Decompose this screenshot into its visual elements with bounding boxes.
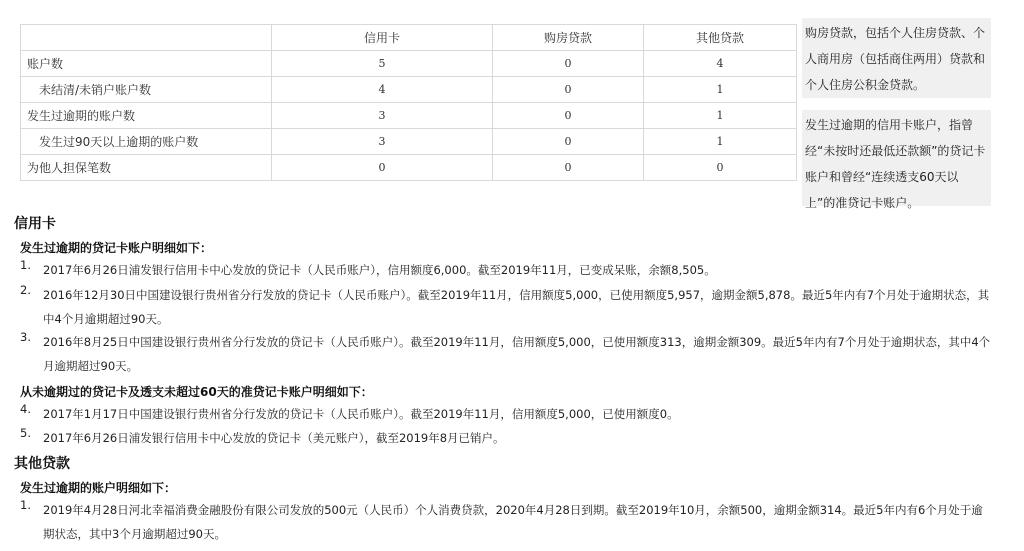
cell-value: 0 xyxy=(493,77,644,103)
header-other-loan: 其他贷款 xyxy=(644,25,797,51)
row-label: 为他人担保笔数 xyxy=(21,155,272,181)
cell-value: 1 xyxy=(644,77,797,103)
cell-value: 0 xyxy=(493,51,644,77)
cell-value: 4 xyxy=(644,51,797,77)
table-row xyxy=(21,129,797,155)
housing-loan-note: 购房贷款，包括个人住房贷款、个人商用房（包括商住两用）贷款和个人住房公积金贷款。 xyxy=(802,18,991,98)
table-row xyxy=(21,103,797,129)
item-text: 2016年8月25日中国建设银行贵州省分行发放的贷记卡（人民币账户）。截至2019年11月，信用额度5,000，已使用额度313，逾期金额309。最近5年内有7个月处于逾期状态，其中4个月逾期超过90天。 xyxy=(43,335,991,373)
item-number: 4. xyxy=(20,402,31,416)
other-loans-overdue-title: 发生过逾期的账户明细如下： xyxy=(20,481,177,495)
cell-value: 3 xyxy=(272,129,493,155)
row-label: 账户数 xyxy=(21,51,272,77)
item-text: 2017年6月26日浦发银行信用卡中心发放的贷记卡（人民币账户），信用额度6,000。截至2019年11月，已变成呆账，余额8,505。 xyxy=(43,263,716,277)
cell-value: 0 xyxy=(493,129,644,155)
table-row xyxy=(21,51,797,77)
cell-value: 0 xyxy=(272,155,493,181)
cell-value: 3 xyxy=(272,103,493,129)
other-loans-section-title: 其他贷款 xyxy=(14,456,70,472)
credit-card-section-title: 信用卡 xyxy=(14,216,56,232)
summary-table xyxy=(20,24,797,181)
item-number: 2. xyxy=(20,283,31,297)
item-number: 5. xyxy=(20,426,31,440)
summary-header-row xyxy=(21,25,797,51)
cell-value: 4 xyxy=(272,77,493,103)
header-credit-card: 信用卡 xyxy=(272,25,493,51)
cell-value: 1 xyxy=(644,129,797,155)
item-text: 2019年4月28日河北幸福消费金融股份有限公司发放的500元（人民币）个人消费贷款，2020年4月28日到期。截至2019年10月，余额500，逾期金额314。最近5年内有6个月处于逾期状态，其中3个月逾期超过90天。 xyxy=(43,503,983,541)
overdue-definition-note: 发生过逾期的信用卡账户，指曾经“未按时还最低还款额”的贷记卡账户和曾经“连续透支60天以上”的准贷记卡账户。 xyxy=(802,110,991,206)
item-number: 1. xyxy=(20,498,31,512)
item-number: 1. xyxy=(20,258,31,272)
row-label: 发生过90天以上逾期的账户数 xyxy=(21,129,272,155)
table-row xyxy=(21,77,797,103)
item-text: 2016年12月30日中国建设银行贵州省分行发放的贷记卡（人民币账户）。截至2019年11月，信用额度5,000，已使用额度5,957，逾期金额5,878。最近5年内有7个月处于逾期状态，其中4个月逾期超过90天。 xyxy=(43,288,990,326)
header-empty xyxy=(21,25,272,51)
item-number: 3. xyxy=(20,330,31,344)
header-housing-loan: 购房贷款 xyxy=(493,25,644,51)
row-label: 未结清/未销户账户数 xyxy=(21,77,272,103)
cell-value: 5 xyxy=(272,51,493,77)
cell-value: 0 xyxy=(493,155,644,181)
item-text: 2017年1月17日中国建设银行贵州省分行发放的贷记卡（人民币账户）。截至2019年11月，信用额度5,000，已使用额度0。 xyxy=(43,407,679,421)
item-text: 2017年6月26日浦发银行信用卡中心发放的贷记卡（美元账户），截至2019年8月已销户。 xyxy=(43,431,505,445)
table-row xyxy=(21,155,797,181)
cell-value: 1 xyxy=(644,103,797,129)
cell-value: 0 xyxy=(644,155,797,181)
cell-value: 0 xyxy=(493,103,644,129)
row-label: 发生过逾期的账户数 xyxy=(21,103,272,129)
credit-card-overdue-title: 发生过逾期的贷记卡账户明细如下： xyxy=(20,241,213,255)
credit-card-normal-title: 从未逾期过的贷记卡及透支未超过60天的准贷记卡账户明细如下： xyxy=(20,385,373,399)
